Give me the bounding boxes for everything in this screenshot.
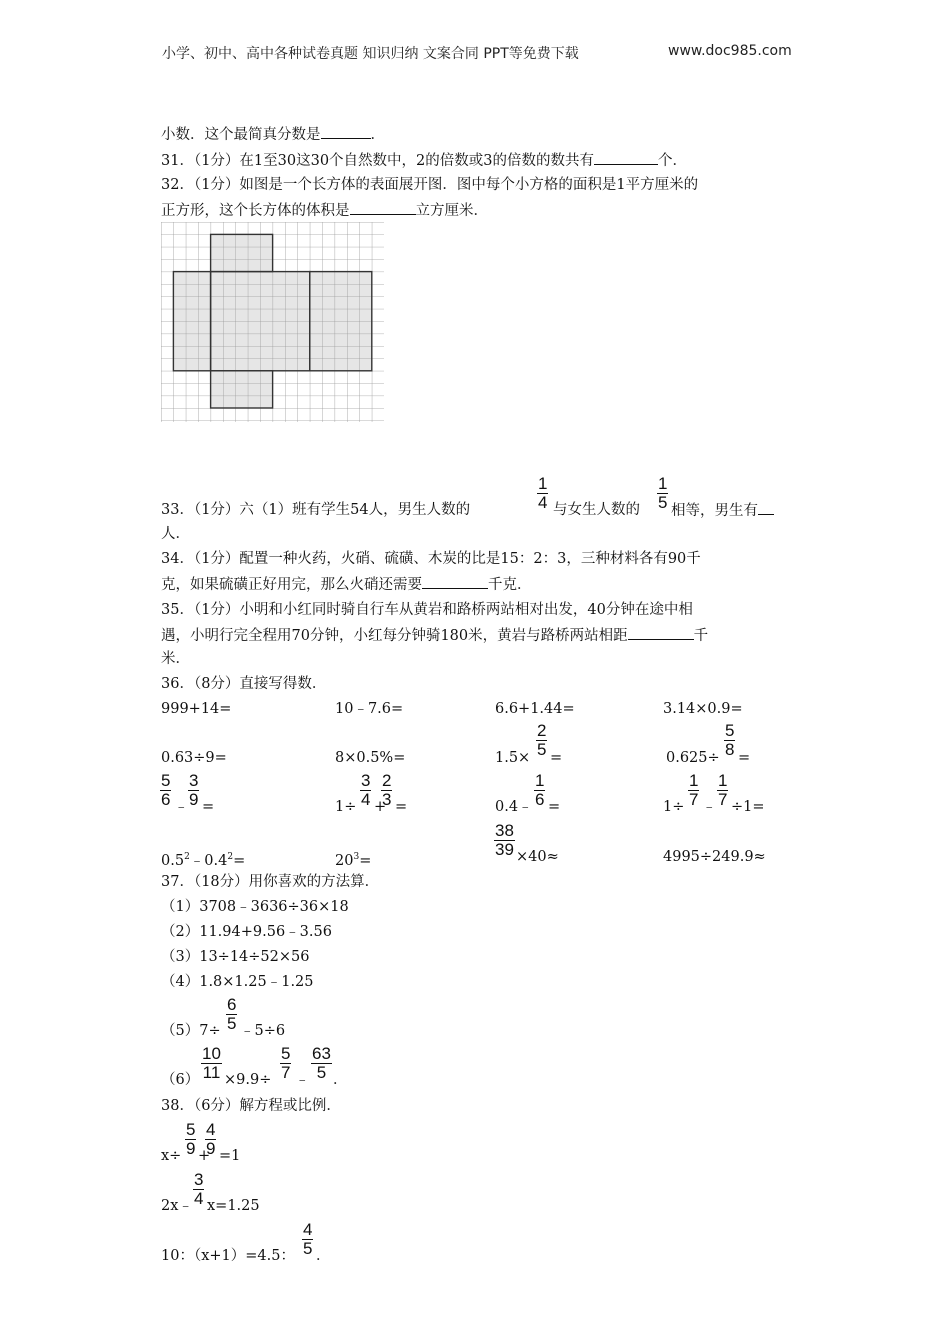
- operator: ﹣: [702, 799, 717, 815]
- fraction: $\frac{1}{7}$: [718, 771, 728, 809]
- calc-item-suffix: ×40≈: [516, 849, 559, 865]
- operator: ×9.9÷: [224, 1072, 272, 1088]
- fraction: $\frac{5}{8}$: [725, 721, 735, 759]
- compute-item: （2）11.94+9.56﹣3.56: [161, 924, 332, 940]
- calc-item: 6.6+1.44=: [495, 701, 575, 717]
- compute-item-5-prefix: （5）7÷: [161, 1023, 221, 1039]
- operator: ﹣: [295, 1072, 310, 1088]
- equation-3-prefix: 10：（x+1）=4.5：: [161, 1248, 295, 1264]
- answer-blank: [321, 124, 371, 139]
- calc-item-prefix: 1.5×: [495, 750, 531, 766]
- calc-item-prefix: 0.4﹣: [495, 799, 533, 815]
- calc-item: 4995÷249.9≈: [663, 849, 766, 865]
- operator: +: [198, 1148, 211, 1164]
- cuboid-net-figure: [161, 222, 384, 422]
- fraction: $\frac{5}{6}$: [161, 771, 171, 809]
- punctuation: ．: [333, 1072, 348, 1088]
- equation-1-suffix: =1: [219, 1148, 241, 1164]
- fraction: $\frac{63}{5}$: [312, 1044, 331, 1082]
- q30-tail: 小数．这个最简真分数是 ．: [161, 124, 385, 145]
- question-32-line2: 正方形，这个长方体的体积是 立方厘米．: [161, 200, 488, 221]
- fraction: $\frac{1}{5}$: [658, 474, 668, 512]
- question-35-line2: 遇，小明行完全程用70分钟，小红每分钟骑180米，黄岩与路桥两站相距 千: [161, 625, 708, 646]
- question-35-line3: 米．: [161, 651, 190, 667]
- compute-item-6-prefix: （6）: [161, 1072, 200, 1088]
- fraction: $\frac{3}{4}$: [194, 1170, 204, 1208]
- answer-blank: [628, 625, 694, 640]
- calc-item: 8×0.5%=: [335, 750, 406, 766]
- question-31: 31．（1分）在1至30这30个自然数中，2的倍数或3的倍数的数共有 个．: [161, 150, 687, 171]
- question-37-title: 37．（18分）用你喜欢的方法算．: [161, 874, 380, 890]
- calc-item-suffix: ÷1=: [731, 799, 765, 815]
- calc-item-suffix: =: [738, 750, 751, 766]
- compute-item: （1）3708﹣3636÷36×18: [161, 899, 349, 915]
- question-33-part1: 33．（1分）六（1）班有学生54人，男生人数的: [161, 502, 471, 518]
- fraction: $\frac{3}{9}$: [189, 771, 199, 809]
- question-35-line1: 35．（1分）小明和小红同时骑自行车从黄岩和路桥两站相对出发，40分钟在途中相: [161, 602, 693, 618]
- calc-item: 3.14×0.9=: [663, 701, 743, 717]
- punctuation: ．: [316, 1248, 331, 1264]
- calc-item-suffix: =: [202, 799, 215, 815]
- fraction: $\frac{1}{7}$: [689, 771, 699, 809]
- calc-item-prefix: 1÷: [335, 799, 357, 815]
- equation-2-suffix: x=1.25: [207, 1198, 260, 1214]
- fraction: $\frac{6}{5}$: [227, 995, 237, 1033]
- header-url[interactable]: www.doc985.com: [668, 43, 792, 59]
- question-34-line1: 34．（1分）配置一种火药，火硝、硫磺、木炭的比是15：2：3，三种材料各有90千: [161, 551, 701, 567]
- answer-blank: [422, 574, 488, 589]
- header-title: 小学、初中、高中各种试卷真题 知识归纳 文案合同 PPT等免费下载: [162, 46, 579, 62]
- equation-2-prefix: 2x﹣: [161, 1198, 193, 1214]
- fraction: $\frac{2}{3}$: [382, 771, 392, 809]
- question-33-part3: 相等，男生有: [671, 500, 774, 521]
- fraction: $\frac{2}{5}$: [537, 721, 547, 759]
- calc-item-prefix: 0.625÷: [666, 750, 720, 766]
- calc-item: 999+14=: [161, 701, 232, 717]
- calc-item-cube: $20^3=$: [335, 852, 372, 869]
- question-33-part2: 与女生人数的: [553, 502, 640, 518]
- compute-item-5-suffix: ﹣5÷6: [240, 1023, 286, 1039]
- question-38-title: 38．（6分）解方程或比例．: [161, 1098, 341, 1114]
- fraction: $\frac{3}{4}$: [361, 771, 371, 809]
- calc-item: 10﹣7.6=: [335, 701, 404, 717]
- calc-item-prefix: 1÷: [663, 799, 685, 815]
- answer-blank: [758, 500, 774, 515]
- calc-item-powers: $0.5^2﹣0.4^2=$: [161, 852, 246, 869]
- fraction: $\frac{10}{11}$: [202, 1044, 221, 1082]
- question-33-line2: 人．: [161, 526, 190, 542]
- operator: ﹣: [174, 799, 189, 815]
- fraction: $\frac{4}{9}$: [206, 1120, 216, 1158]
- calc-item-suffix: =: [395, 799, 408, 815]
- fraction: $\frac{5}{9}$: [186, 1120, 196, 1158]
- question-32-line1: 32．（1分）如图是一个长方体的表面展开图．图中每个小方格的面积是1平方厘米的: [161, 177, 699, 193]
- answer-blank: [350, 200, 416, 215]
- answer-blank: [594, 150, 658, 165]
- question-36-title: 36．（8分）直接写得数．: [161, 676, 327, 692]
- compute-item: （3）13÷14÷52×56: [161, 949, 310, 965]
- compute-item: （4）1.8×1.25﹣1.25: [161, 974, 314, 990]
- operator: +: [374, 799, 387, 815]
- calc-item-suffix: =: [550, 750, 563, 766]
- fraction: $\frac{5}{7}$: [281, 1044, 291, 1082]
- equation-1-prefix: x÷: [161, 1148, 182, 1164]
- fraction: $\frac{1}{4}$: [538, 474, 548, 512]
- fraction: $\frac{38}{39}$: [495, 821, 514, 859]
- fraction: $\frac{4}{5}$: [303, 1220, 313, 1258]
- calc-item-suffix: =: [548, 799, 561, 815]
- calc-item: 0.63÷9=: [161, 750, 227, 766]
- fraction: $\frac{1}{6}$: [535, 771, 545, 809]
- question-34-line2: 克，如果硫磺正好用完，那么火硝还需要 千克．: [161, 574, 532, 595]
